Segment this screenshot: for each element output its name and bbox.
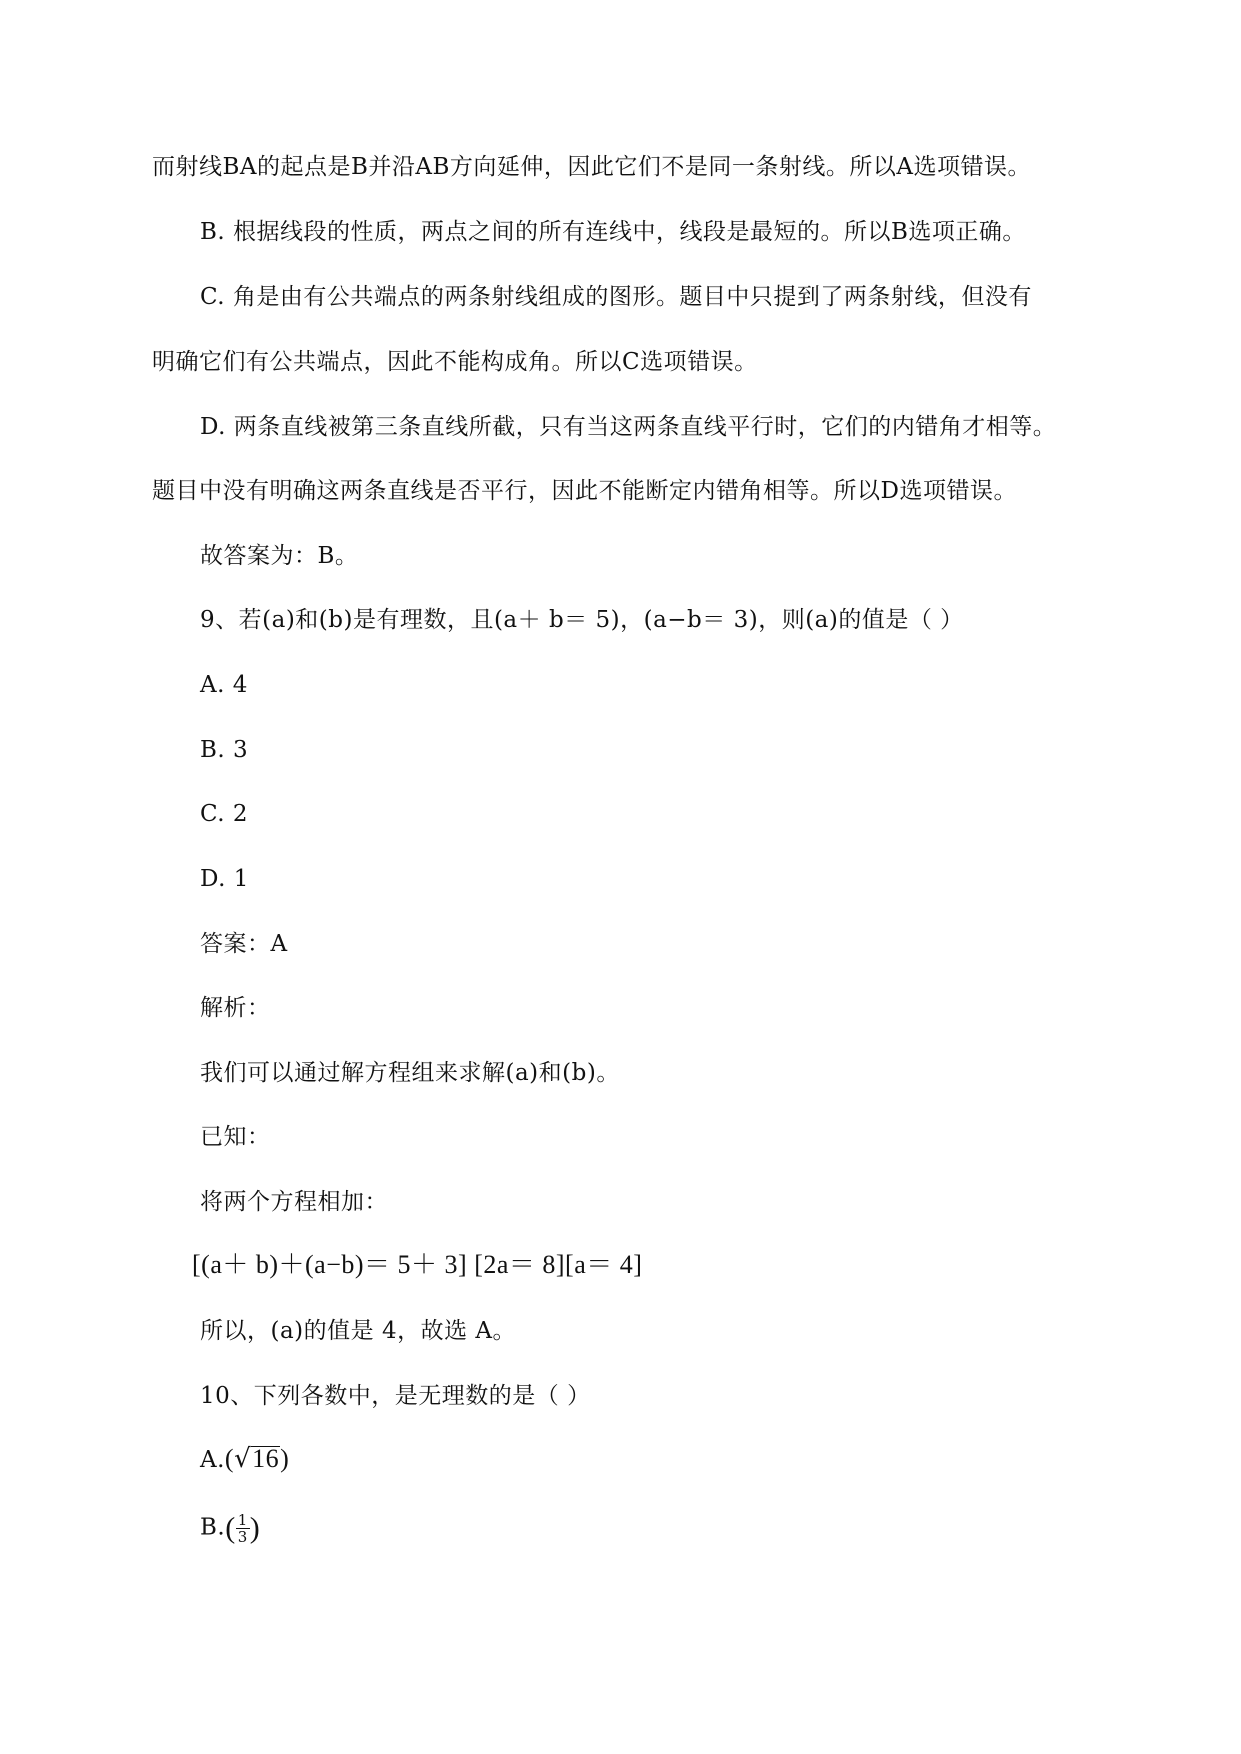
given-label: 已知： bbox=[200, 1124, 271, 1150]
option-c: C. 2 bbox=[200, 801, 249, 827]
numerator: 1 bbox=[237, 1511, 248, 1529]
analysis-label: 解析： bbox=[200, 995, 271, 1021]
text-line-4: 明确它们有公共端点，因此不能构成角。所以C选项错误。 bbox=[152, 349, 758, 375]
step-text: 将两个方程相加： bbox=[200, 1189, 388, 1215]
text-line-2: B. 根据线段的性质，两点之间的所有连线中，线段是最短的。所以B选项正确。 bbox=[200, 219, 1026, 245]
analysis-text: 我们可以通过解方程组来求解(a)和(b)。 bbox=[200, 1060, 620, 1086]
answer-line: 故答案为：B。 bbox=[200, 543, 359, 569]
text-line-3: C. 角是由有公共端点的两条射线组成的图形。题目中只提到了两条射线，但没有 bbox=[200, 284, 1032, 310]
option-d: D. 1 bbox=[200, 866, 249, 892]
equation-line: [(a＋ b)＋(a−b)＝ 5＋ 3] [2a＝ 8][a＝ 4] bbox=[192, 1250, 643, 1279]
option-b: B. 3 bbox=[200, 737, 249, 763]
answer-label: 答案：A bbox=[200, 931, 288, 957]
radicand: 16 bbox=[252, 1444, 280, 1473]
open-paren: ( bbox=[225, 1511, 236, 1545]
sqrt-symbol: √ bbox=[234, 1444, 252, 1474]
option-prefix: A. bbox=[200, 1447, 225, 1473]
close-paren: ) bbox=[249, 1511, 261, 1545]
question-9: 9、若(a)和(b)是有理数，且(a＋ b＝ 5)，(a−b＝ 3)，则(a)的值是（ ） bbox=[200, 607, 964, 633]
conclusion-text: 所以，(a)的值是 4，故选 A。 bbox=[200, 1318, 517, 1344]
option-a: A. 4 bbox=[200, 672, 248, 698]
close-paren: ) bbox=[280, 1444, 290, 1473]
text-line-1: 而射线BA的起点是B并沿AB方向延伸，因此它们不是同一条射线。所以A选项错误。 bbox=[152, 154, 1032, 180]
sqrt-expression bbox=[234, 1444, 280, 1474]
q10-option-b bbox=[200, 1512, 260, 1545]
question-10: 10、下列各数中，是无理数的是（ ） bbox=[200, 1383, 591, 1409]
denominator: 3 bbox=[237, 1528, 248, 1546]
option-prefix: B. bbox=[200, 1514, 226, 1541]
fraction bbox=[236, 1512, 250, 1545]
text-line-5: D. 两条直线被第三条直线所截，只有当这两条直线平行时，它们的内错角才相等。 bbox=[200, 414, 1057, 440]
text-line-6: 题目中没有明确这两条直线是否平行，因此不能断定内错角相等。所以D选项错误。 bbox=[152, 478, 1017, 504]
open-paren: ( bbox=[224, 1444, 235, 1473]
q10-option-a bbox=[200, 1444, 289, 1475]
